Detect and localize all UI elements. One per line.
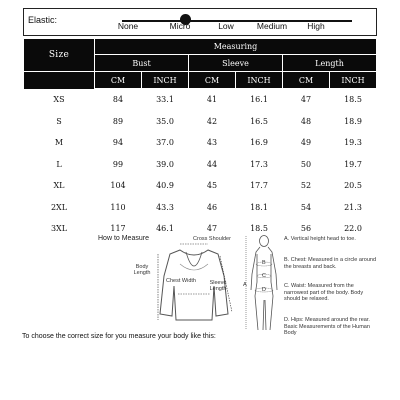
point-d-label: D xyxy=(262,287,266,293)
size-cell: S xyxy=(24,111,95,133)
elastic-option-high: High xyxy=(307,21,325,31)
size-cell: 2XL xyxy=(24,197,95,219)
value-cell: 104 xyxy=(95,175,142,197)
value-cell: 17.3 xyxy=(236,154,283,176)
table-row xyxy=(24,111,377,133)
elastic-label: Elastic: xyxy=(28,15,58,25)
unit-header: INCH xyxy=(236,72,283,89)
table-row xyxy=(24,175,377,197)
value-cell: 50 xyxy=(283,154,330,176)
cross-shoulder-label: Cross Shoulder xyxy=(193,236,231,242)
table-row xyxy=(24,197,377,219)
value-cell: 20.5 xyxy=(330,175,377,197)
point-a-label: A xyxy=(243,282,247,288)
unit-header-blank xyxy=(24,72,95,89)
choose-size-text: To choose the correct size for you measure your body like this: xyxy=(22,333,216,340)
size-cell: 3XL xyxy=(24,218,95,240)
size-cell: L xyxy=(24,154,95,176)
value-cell: 16.5 xyxy=(236,111,283,133)
value-cell: 37.0 xyxy=(142,132,189,154)
value-cell: 33.1 xyxy=(142,89,189,111)
value-cell: 54 xyxy=(283,197,330,219)
measuring-header: Measuring xyxy=(95,39,377,55)
value-cell: 84 xyxy=(95,89,142,111)
size-cell: XL xyxy=(24,175,95,197)
elastic-option-low: Low xyxy=(218,21,234,31)
value-cell: 46.1 xyxy=(142,218,189,240)
value-cell: 22.0 xyxy=(330,218,377,240)
note-b: B. Chest: Measured in a circle around the breasts and back. xyxy=(284,257,377,270)
value-cell: 43.3 xyxy=(142,197,189,219)
value-cell: 39.0 xyxy=(142,154,189,176)
unit-header: CM xyxy=(283,72,330,89)
value-cell: 46 xyxy=(189,197,236,219)
value-cell: 18.9 xyxy=(330,111,377,133)
value-cell: 44 xyxy=(189,154,236,176)
sleeve-length-label: Sleeve Length xyxy=(209,280,227,292)
point-b-label: B xyxy=(262,260,266,266)
value-cell: 18.5 xyxy=(330,89,377,111)
size-cell: XS xyxy=(24,89,95,111)
value-cell: 48 xyxy=(283,111,330,133)
note-a: A. Vertical height head to toe. xyxy=(284,236,356,242)
value-cell: 21.3 xyxy=(330,197,377,219)
note-d: D. Hips: Measured around the rear. Basic Measurements of the Human Body xyxy=(284,317,370,336)
unit-header: INCH xyxy=(330,72,377,89)
value-cell: 47 xyxy=(283,89,330,111)
group-header-sleeve: Sleeve xyxy=(189,55,283,72)
body-length-label: Body Length xyxy=(133,264,151,276)
value-cell: 47 xyxy=(189,218,236,240)
chest-width-label: Chest Width xyxy=(166,278,196,284)
value-cell: 35.0 xyxy=(142,111,189,133)
elastic-option-none: None xyxy=(117,21,139,31)
value-cell: 94 xyxy=(95,132,142,154)
elastic-option-medium: Medium xyxy=(256,21,288,31)
value-cell: 16.9 xyxy=(236,132,283,154)
value-cell: 19.7 xyxy=(330,154,377,176)
value-cell: 89 xyxy=(95,111,142,133)
value-cell: 40.9 xyxy=(142,175,189,197)
value-cell: 41 xyxy=(189,89,236,111)
how-to-measure-title: How to Measure xyxy=(98,235,149,242)
table-row xyxy=(24,154,377,176)
value-cell: 16.1 xyxy=(236,89,283,111)
group-header-bust: Bust xyxy=(95,55,189,72)
group-header-length: Length xyxy=(283,55,377,72)
unit-header: CM xyxy=(95,72,142,89)
size-column-header: Size xyxy=(24,39,95,72)
value-cell: 117 xyxy=(95,218,142,240)
size-chart-table xyxy=(23,38,377,240)
value-cell: 52 xyxy=(283,175,330,197)
value-cell: 42 xyxy=(189,111,236,133)
value-cell: 49 xyxy=(283,132,330,154)
value-cell: 110 xyxy=(95,197,142,219)
elastic-option-micro: Micro xyxy=(169,21,191,31)
value-cell: 45 xyxy=(189,175,236,197)
table-row xyxy=(24,132,377,154)
value-cell: 18.1 xyxy=(236,197,283,219)
value-cell: 99 xyxy=(95,154,142,176)
unit-header: CM xyxy=(189,72,236,89)
value-cell: 18.5 xyxy=(236,218,283,240)
point-c-label: C xyxy=(262,273,266,279)
note-c: C. Waist: Measured from the narrowest part of the body. Body should be relaxed. xyxy=(284,283,364,302)
unit-header: INCH xyxy=(142,72,189,89)
value-cell: 43 xyxy=(189,132,236,154)
value-cell: 56 xyxy=(283,218,330,240)
value-cell: 17.7 xyxy=(236,175,283,197)
value-cell: 19.3 xyxy=(330,132,377,154)
size-cell: M xyxy=(24,132,95,154)
table-row xyxy=(24,89,377,111)
